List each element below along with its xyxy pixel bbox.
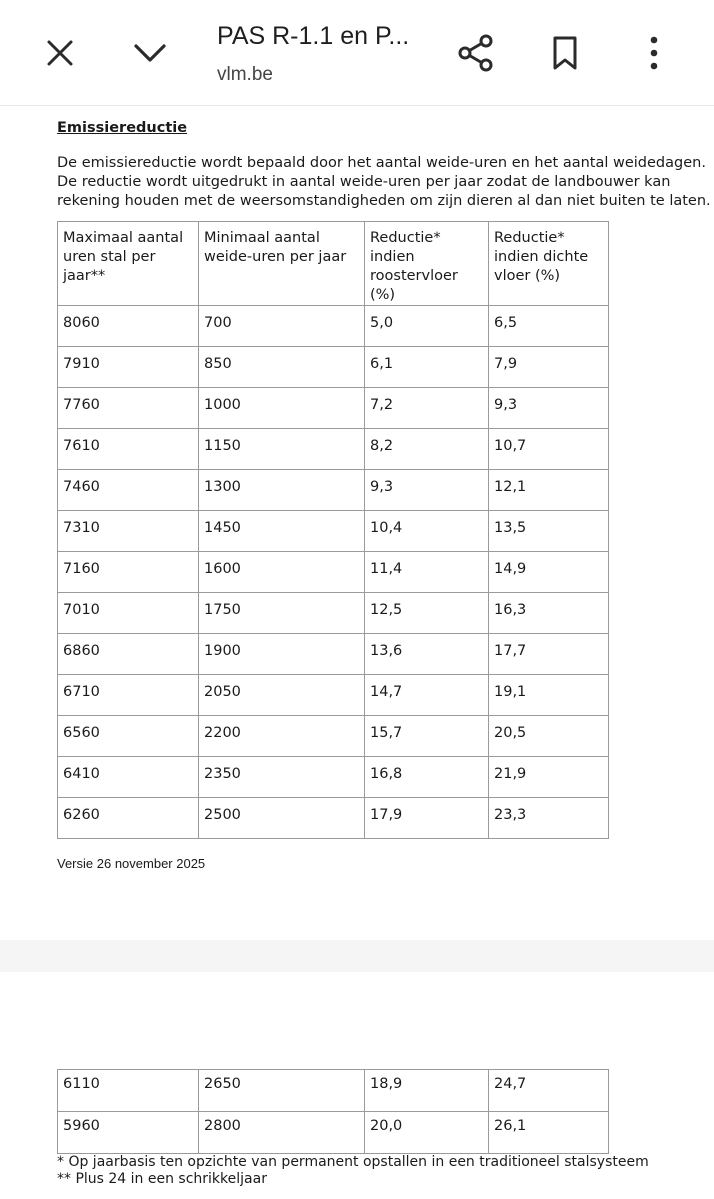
table-cell: 12,1 — [489, 470, 609, 511]
table-cell: 7010 — [58, 593, 199, 634]
header-reduction-solid-floor: Reductie* indien dichte vloer (%) — [489, 222, 609, 306]
table-cell: 11,4 — [365, 552, 489, 593]
footnotes — [57, 1154, 707, 1188]
intro-paragraph — [57, 154, 711, 211]
table-cell: 2800 — [199, 1112, 365, 1154]
table-cell: 7610 — [58, 429, 199, 470]
table-cell: 2050 — [199, 675, 365, 716]
table-cell: 6260 — [58, 798, 199, 839]
table-cell: 1750 — [199, 593, 365, 634]
table-row — [58, 798, 609, 839]
table-row — [58, 388, 609, 429]
document-domain: vlm.be — [217, 64, 273, 85]
table-cell: 16,3 — [489, 593, 609, 634]
header-max-hours-stable: Maximaal aantal uren stal per jaar** — [58, 222, 199, 306]
intro-line: rekening houden met de weersomstandigheden om zijn dieren al dan niet buiten te laten. — [57, 193, 711, 209]
table-header-row — [58, 222, 609, 306]
table-row — [58, 511, 609, 552]
table-cell: 6860 — [58, 634, 199, 675]
chevron-down-icon — [132, 41, 168, 65]
header-min-pasture-hours: Minimaal aantal weide-uren per jaar — [199, 222, 365, 306]
table-cell: 7160 — [58, 552, 199, 593]
table-row — [58, 675, 609, 716]
table-cell: 16,8 — [365, 757, 489, 798]
table-row — [58, 593, 609, 634]
table-body-page1 — [58, 306, 609, 839]
table-row — [58, 1112, 609, 1154]
table-cell: 14,7 — [365, 675, 489, 716]
table-cell: 10,4 — [365, 511, 489, 552]
table-cell: 5,0 — [365, 306, 489, 347]
table-cell: 6560 — [58, 716, 199, 757]
intro-line: De reductie wordt uitgedrukt in aantal weide-uren per jaar zodat de landbouwer kan — [57, 174, 671, 190]
table-row — [58, 347, 609, 388]
table-cell: 5960 — [58, 1112, 199, 1154]
table-cell: 7460 — [58, 470, 199, 511]
table-cell: 23,3 — [489, 798, 609, 839]
table-cell: 12,5 — [365, 593, 489, 634]
bookmark-icon — [550, 35, 580, 71]
table-cell: 24,7 — [489, 1070, 609, 1112]
more-vertical-icon — [648, 35, 660, 71]
top-app-bar — [0, 0, 714, 106]
table-cell: 18,9 — [365, 1070, 489, 1112]
footnote: ** Plus 24 in een schrikkeljaar — [57, 1171, 267, 1187]
page-gap — [0, 940, 714, 972]
table-row — [58, 429, 609, 470]
pdf-page-1 — [0, 106, 714, 940]
table-cell: 7310 — [58, 511, 199, 552]
emission-reduction-table-continued — [57, 1069, 609, 1154]
document-title: PAS R-1.1 en P... — [217, 22, 410, 50]
table-cell: 6710 — [58, 675, 199, 716]
table-cell: 700 — [199, 306, 365, 347]
table-cell: 1300 — [199, 470, 365, 511]
table-cell: 17,7 — [489, 634, 609, 675]
table-cell: 6410 — [58, 757, 199, 798]
table-cell: 1150 — [199, 429, 365, 470]
close-button[interactable] — [36, 29, 84, 77]
section-heading: Emissiereductie — [57, 120, 188, 136]
table-cell: 8060 — [58, 306, 199, 347]
version-label: Versie 26 november 2025 — [57, 856, 206, 871]
intro-line: De emissiereductie wordt bepaald door het aantal weide-uren en het aantal weidedagen. — [57, 155, 706, 171]
more-options-button[interactable] — [630, 29, 678, 77]
table-cell: 6,1 — [365, 347, 489, 388]
table-cell: 20,0 — [365, 1112, 489, 1154]
share-icon — [456, 33, 496, 73]
table-body-page2 — [58, 1070, 609, 1154]
table-row — [58, 306, 609, 347]
table-cell: 26,1 — [489, 1112, 609, 1154]
table-cell: 19,1 — [489, 675, 609, 716]
close-icon — [45, 38, 75, 68]
table-cell: 2500 — [199, 798, 365, 839]
table-row — [58, 1070, 609, 1112]
table-cell: 1450 — [199, 511, 365, 552]
table-cell: 7760 — [58, 388, 199, 429]
table-cell: 21,9 — [489, 757, 609, 798]
table-row — [58, 634, 609, 675]
table-cell: 2200 — [199, 716, 365, 757]
table-cell: 1000 — [199, 388, 365, 429]
share-button[interactable] — [452, 29, 500, 77]
table-row — [58, 552, 609, 593]
emission-reduction-table — [57, 221, 609, 839]
bookmark-button[interactable] — [541, 29, 589, 77]
collapse-button[interactable] — [126, 29, 174, 77]
table-cell: 1600 — [199, 552, 365, 593]
table-row — [58, 470, 609, 511]
table-cell: 7910 — [58, 347, 199, 388]
table-cell: 13,5 — [489, 511, 609, 552]
table-cell: 2350 — [199, 757, 365, 798]
table-row — [58, 757, 609, 798]
table-cell: 14,9 — [489, 552, 609, 593]
table-cell: 2650 — [199, 1070, 365, 1112]
table-cell: 13,6 — [365, 634, 489, 675]
table-cell: 850 — [199, 347, 365, 388]
table-cell: 17,9 — [365, 798, 489, 839]
table-row — [58, 716, 609, 757]
table-cell: 6110 — [58, 1070, 199, 1112]
table-cell: 7,9 — [489, 347, 609, 388]
table-cell: 15,7 — [365, 716, 489, 757]
table-cell: 6,5 — [489, 306, 609, 347]
table-cell: 9,3 — [489, 388, 609, 429]
table-cell: 8,2 — [365, 429, 489, 470]
table-cell: 9,3 — [365, 470, 489, 511]
table-cell: 7,2 — [365, 388, 489, 429]
pdf-page-2 — [0, 972, 714, 1199]
table-cell: 1900 — [199, 634, 365, 675]
table-cell: 20,5 — [489, 716, 609, 757]
table-cell: 10,7 — [489, 429, 609, 470]
header-reduction-grid-floor: Reductie* indien roostervloer (%) — [365, 222, 489, 306]
footnote: * Op jaarbasis ten opzichte van permanent opstallen in een traditioneel stalsysteem — [57, 1154, 649, 1170]
